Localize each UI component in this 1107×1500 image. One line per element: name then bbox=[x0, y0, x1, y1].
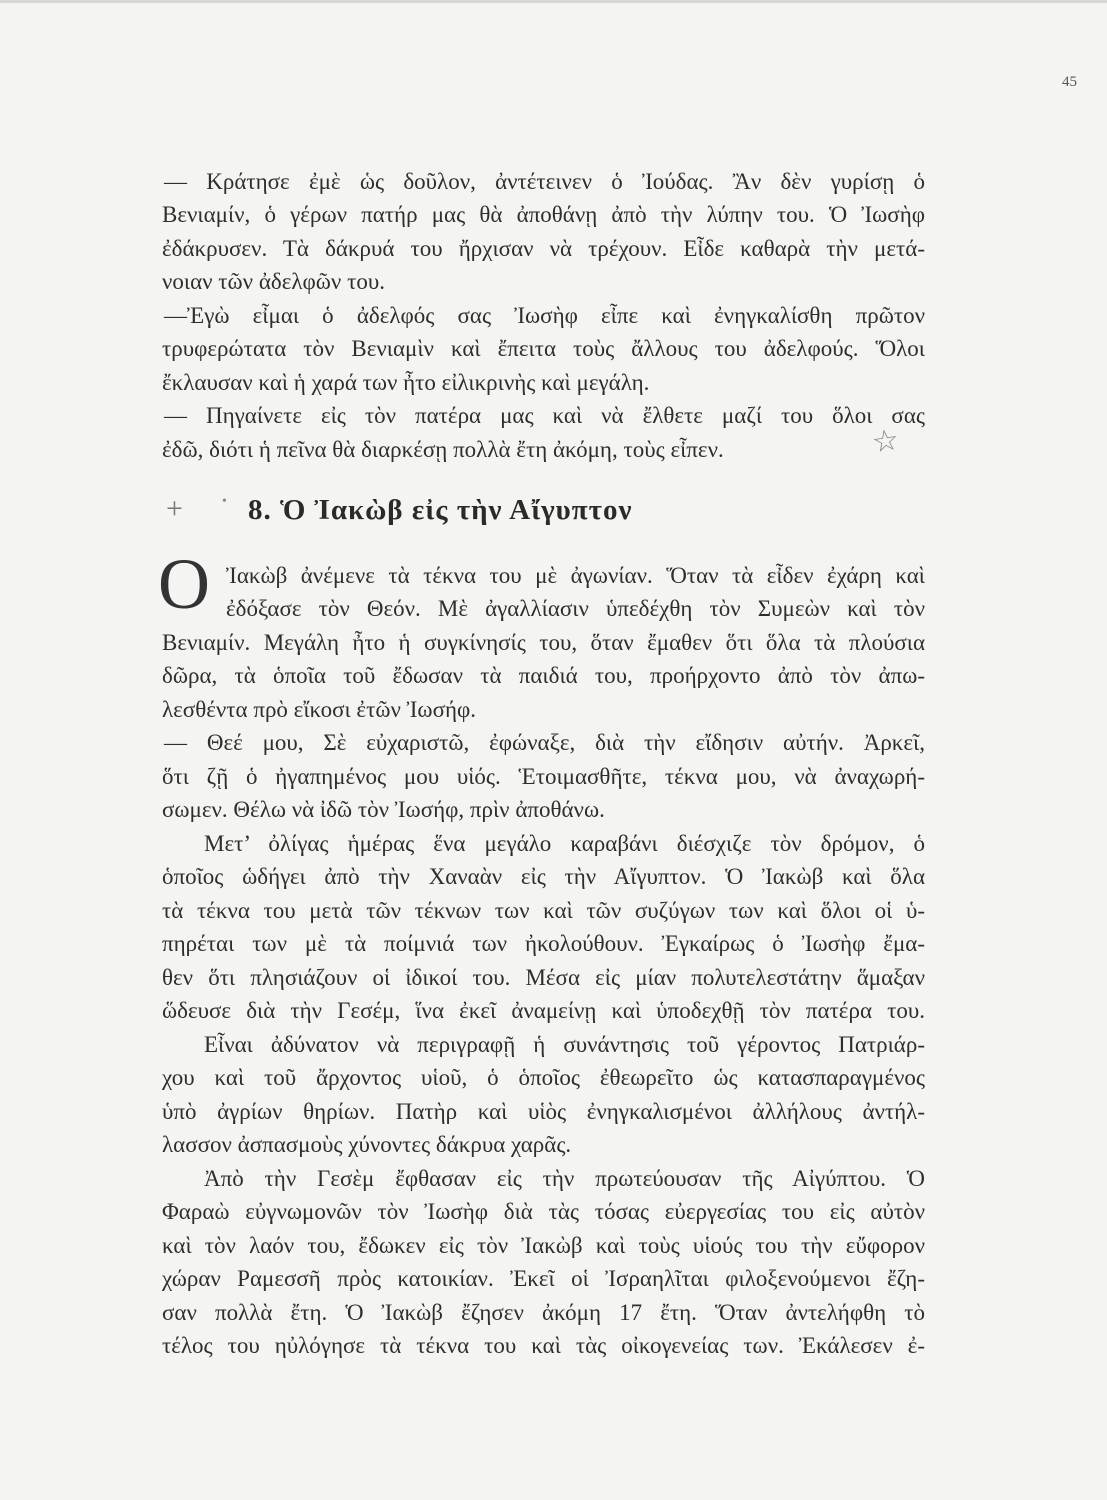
text-line: λεσθέντα πρὸ εἴκοσι ἐτῶν Ἰωσήφ. bbox=[162, 697, 477, 722]
text-line: λασσον ἀσπασμοὺς χύνοντες δάκρυα χαρᾶς. bbox=[162, 1132, 572, 1157]
text-line: Φαραὼ εὐγνωμονῶν τὸν Ἰωσὴφ διὰ τὰς τόσας εὐεργεσίας του εἰς αὐτὸν bbox=[162, 1199, 925, 1224]
text-line: ἔκλαυσαν καὶ ἡ χαρά των ἦτο εἰλικρινὴς καὶ μεγάλη. bbox=[162, 370, 650, 395]
text-line: — Πηγαίνετε εἰς τὸν πατέρα μας καὶ νὰ ἔλθετε μαζί του ὅλοι σας bbox=[164, 403, 925, 428]
text-line: ἐδῶ, διότι ἡ πεῖνα θὰ διαρκέσῃ πολλὰ ἔτη ἀκόμη, τοὺς εἶπεν. bbox=[162, 437, 724, 462]
text-line: δῶρα, τὰ ὁποῖα τοῦ ἔδωσαν τὰ παιδιά του, προήρχοντο ἀπὸ τὸν ἀπω- bbox=[162, 663, 925, 688]
text-line: νοιαν τῶν ἀδελφῶν του. bbox=[162, 269, 385, 294]
text-line: Εἶναι ἀδύνατον νὰ περιγραφῇ ἡ συνάντησις τοῦ γέροντος Πατριάρ- bbox=[204, 1032, 925, 1057]
text-line: ἐδάκρυσεν. Τὰ δάκρυά του ἤρχισαν νὰ τρέχουν. Εἶδε καθαρὰ τὴν μετά- bbox=[162, 236, 925, 261]
text-line: θεν ὅτι πλησιάζουν οἱ ἰδικοί του. Μέσα εἰς μίαν πολυτελεστάτην ἅμαξαν bbox=[162, 965, 925, 990]
pencil-dot-mark: • bbox=[222, 494, 227, 509]
text-line: Ἰακὼβ ἀνέμενε τὰ τέκνα του μὲ ἀγωνίαν. Ὅταν τὰ εἶδεν ἐχάρη καὶ bbox=[226, 563, 925, 588]
text-line: ὥδευσε διὰ τὴν Γεσέμ, ἵνα ἐκεῖ ἀναμείνῃ καὶ ὑποδεχθῇ τὸν πατέρα του. bbox=[162, 998, 925, 1023]
text-line: ἐδόξασε τὸν Θεόν. Μὲ ἀγαλλίασιν ὑπεδέχθη τὸν Συμεὼν καὶ τὸν bbox=[226, 596, 925, 621]
text-line: καὶ τὸν λαόν του, ἔδωκεν εἰς τὸν Ἰακὼβ καὶ τοὺς υἱούς του τὴν εὔφορον bbox=[162, 1233, 925, 1258]
page-edge bbox=[0, 0, 1107, 3]
text-line: πηρέται των μὲ τὰ ποίμνιά των ἠκολούθουν. Ἐγκαίρως ὁ Ἰωσὴφ ἔμα- bbox=[162, 931, 925, 956]
page-number: 45 bbox=[1062, 74, 1077, 90]
text-line: σωμεν. Θέλω νὰ ἰδῶ τὸν Ἰωσήφ, πρὶν ἀποθάνω. bbox=[162, 797, 605, 822]
text-line: χώραν Ραμεσσῆ πρὸς κατοικίαν. Ἐκεῖ οἱ Ἰσραηλῖται φιλοξενούμενοι ἔζη- bbox=[162, 1266, 925, 1291]
text-line: τρυφερώτατα τὸν Βενιαμὶν καὶ ἔπειτα τοὺς ἄλλους του ἀδελφούς. Ὅλοι bbox=[162, 336, 925, 361]
text-line: ὁποῖος ὡδήγει ἀπὸ τὴν Χαναὰν εἰς τὴν Αἴγυπτον. Ὁ Ἰακὼβ καὶ ὅλα bbox=[162, 864, 925, 889]
text-line: ὅτι ζῇ ὁ ἠγαπημένος μου υἱός. Ἑτοιμασθῆτε, τέκνα μου, νὰ ἀναχωρή- bbox=[162, 764, 925, 789]
text-line: Ἀπὸ τὴν Γεσὲμ ἔφθασαν εἰς τὴν πρωτεύουσαν τῆς Αἰγύπτου. Ὁ bbox=[204, 1166, 925, 1191]
text-line: Βενιαμίν, ὁ γέρων πατήρ μας θὰ ἀποθάνῃ ἀπὸ τὴν λύπην του. Ὁ Ἰωσὴφ bbox=[162, 202, 925, 227]
section-heading: 8. Ὁ Ἰακὼβ εἰς τὴν Αἴγυπτον bbox=[248, 494, 633, 526]
text-line: σαν πολλὰ ἔτη. Ὁ Ἰακὼβ ἔζησεν ἀκόμη 17 ἔτη. Ὅταν ἀντελήφθη τὸ bbox=[162, 1300, 925, 1325]
text-line: χου καὶ τοῦ ἄρχοντος υἱοῦ, ὁ ὁποῖος ἐθεωρεῖτο ὡς κατασπαραγμένος bbox=[162, 1065, 925, 1090]
text-line: τέλος του ηὐλόγησε τὰ τέκνα του καὶ τὰς οἰκογενείας των. Ἐκάλεσεν ἐ- bbox=[162, 1333, 925, 1358]
text-line: Βενιαμίν. Μεγάλη ἦτο ἡ συγκίνησίς του, ὅταν ἔμαθεν ὅτι ὅλα τὰ πλούσια bbox=[162, 630, 925, 655]
text-line: ὑπὸ ἀγρίων θηρίων. Πατὴρ καὶ υἱὸς ἐνηγκαλισμένοι ἀλλήλους ἀντήλ- bbox=[162, 1099, 925, 1124]
pencil-star-mark-icon: ☆ bbox=[869, 423, 902, 460]
pencil-cross-mark: + bbox=[166, 492, 183, 525]
text-line: — Κράτησε ἐμὲ ὡς δοῦλον, ἀντέτεινεν ὁ Ἰούδας. Ἂν δὲν γυρίσῃ ὁ bbox=[164, 169, 925, 194]
text-line: — Θεέ μου, Σὲ εὐχαριστῶ, ἐφώναξε, διὰ τὴν εἴδησιν αὐτήν. Ἀρκεῖ, bbox=[164, 730, 925, 755]
drop-cap: Ο bbox=[158, 544, 210, 624]
text-line: Μετ’ ὀλίγας ἡμέρας ἕνα μεγάλο καραβάνι διέσχιζε τὸν δρόμον, ὁ bbox=[204, 831, 925, 856]
text-line: —Ἐγὼ εἶμαι ὁ ἀδελφός σας Ἰωσὴφ εἶπε καὶ ἐνηγκαλίσθη πρῶτον bbox=[164, 303, 925, 328]
text-line: τὰ τέκνα του μετὰ τῶν τέκνων των καὶ τῶν συζύγων των καὶ ὅλοι οἱ ὑ- bbox=[162, 898, 925, 923]
